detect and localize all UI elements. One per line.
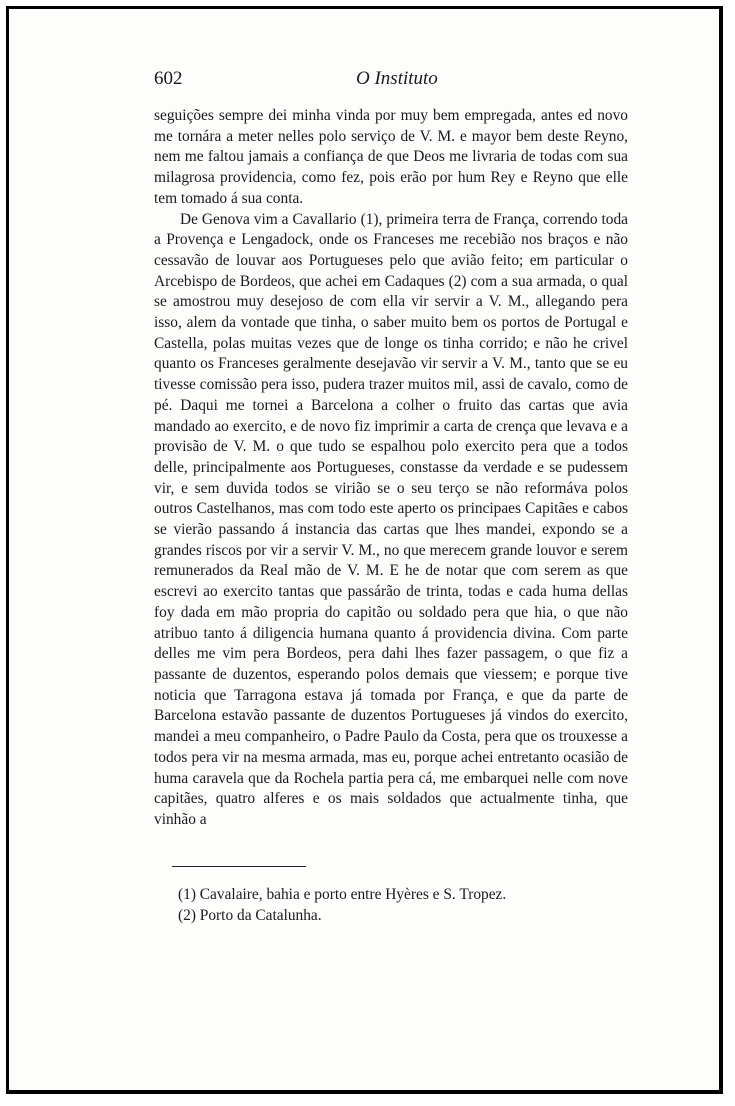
footnote-2: (2) Porto da Catalunha. <box>178 907 322 924</box>
paragraph-continued: seguições sempre dei minha vinda por muy bem empregada, antes ed novo me tornára a meter nelles polo serviço de V. M. e mayor bem deste Reyno, nem me faltou jamais a confiança de que Deos me livraria de todas com sua milagrosa providencia, como fez, pois erão por hum Rey e Reyno que elle tem tomado á sua conta. <box>154 107 628 207</box>
page-number: 602 <box>154 68 183 89</box>
footnote-rule <box>172 866 306 867</box>
paragraph: De Genova vim a Cavallario (1), primeira terra de França, correndo toda a Provença e Lengadock, onde os Franceses me recebião nos braços e não cessavão de louvar aos Portugueses pelo que avião feito; em particular o Arcebispo de Bordeos, que achei em Cadaques (2) com a sua armada, o qual se amostrou muy desejoso de com ella vir servir a V. M., allegando pera isso, alem da vontade que tinha, o saber muito bem os portos de Portugal e Castella, polas muitas vezes que de longe os tinha corrido; e não he crivel quanto os Franceses geralmente desejavão vir servir a V. M., tanto que se eu tivesse comissão pera isso, pudera trazer muitos mil, assi de cavalo, como de pé. Daqui me tornei a Barcelona a colher o fruito das cartas que avia mandado ao exercito, e de novo fiz imprimir a carta de crença que levava e a provisão de V. M. o que tudo se espalhou polo exercito pera que a todos delle, principalmente aos Portugueses, constasse da verdade e se pudessem vir, e sem duvida todos se virião se o seu terço se não reformáva polos outros Castelhanos, mas com todo este aperto os principaes Capitães e cabos se vierão passando á instancia das cartas que lhes mandei, expondo se a grandes riscos por vir a servir V. M., no que merecem grande louvor e serem remunerados da Real mão de V. M. E he de notar que com serem as que escrevi ao exercito tantas que passárão de trinta, todas e cada huma dellas foy dada em mão propria do capitão ou soldado pera que hia, o que não atribuo tanto á diligencia humana quanto á providencia divina. Com parte delles me vim pera Bordeos, pera dahi lhes fazer passagem, o que fiz a passante de duzentos, esperando polos demais que viessem; e porque tive noticia que Tarragona estava já tomada por França, e que da parte de Barcelona estavão passante de duzentos Portugueses já vindos do exercito, mandei a meu companheiro, o Padre Paulo da Costa, pera que os trouxesse a todos pera vir na mesma armada, mas eu, porque achei entretanto ocasião de huma caravela que da Rochela partia pera cá, me embarquei nelle com nove capitães, quatro alferes e os mais soldados que actualmente tinha, que vinhão a <box>154 210 628 828</box>
page-header <box>154 68 624 94</box>
footnotes <box>178 884 618 926</box>
body-text <box>154 106 628 831</box>
running-title: O Instituto <box>356 68 438 89</box>
footnote-1: (1) Cavalaire, bahia e porto entre Hyères e S. Tropez. <box>178 886 507 903</box>
